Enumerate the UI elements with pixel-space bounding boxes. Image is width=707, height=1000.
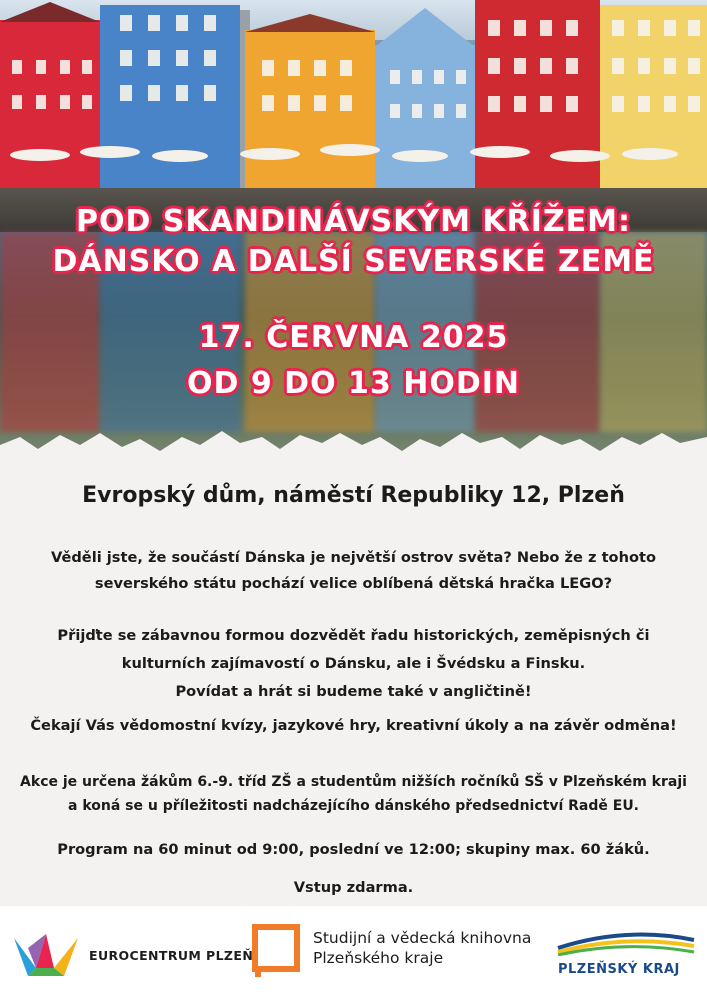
plzensky-kraj-logo-icon [556, 926, 696, 956]
library-label-line2: Plzeňského kraje [313, 949, 444, 967]
eurocentrum-logo-icon [14, 928, 78, 978]
paragraph-4-line1: Akce je určena žákům 6.-9. tříd ZŠ a studentům nižších ročníků SŠ v Plzeňském kraji [20, 774, 687, 790]
footer-logos [0, 906, 707, 1000]
event-title-line1: POD SKANDINÁVSKÝM KŘÍŽEM: [75, 204, 632, 239]
plzensky-kraj-label: PLZEŇSKÝ KRAJ [558, 962, 680, 977]
library-logo-icon [252, 924, 300, 980]
paragraph-1-line1: Věděli jste, že součástí Dánska je největší ostrov světa? Nebo že z tohoto [50, 549, 657, 566]
colorful-buildings [0, 0, 707, 200]
event-title-line2: DÁNSKO A DALŠÍ SEVERSKÉ ZEMĚ [52, 244, 655, 279]
paragraph-1-line2: severského státu pochází velice oblíbená dětská hračka LEGO? [94, 575, 613, 592]
event-date: 17. ČERVNA 2025 [198, 320, 509, 355]
venue-address: Evropský dům, náměstí Republiky 12, Plzeň [82, 483, 625, 508]
paragraph-4-line2: a koná se u příležitosti nadcházejícího dánského předsednictví Radě EU. [68, 798, 639, 814]
torn-paper-edge [0, 415, 707, 470]
paragraph-2-line1: Přijďte se zábavnou formou dozvědět řadu historických, zeměpisných či [57, 627, 650, 644]
library-label-line1: Studijní a vědecká knihovna [313, 929, 532, 947]
paragraph-5: Program na 60 minut od 9:00, poslední ve 12:00; skupiny max. 60 žáků. [57, 841, 650, 858]
paragraph-3: Čekají Vás vědomostní kvízy, jazykové hry, kreativní úkoly a na závěr odměna! [30, 717, 677, 734]
paragraph-6: Vstup zdarma. [293, 879, 414, 896]
paragraph-2-line3: Povídat a hrát si budeme také v angličtině! [175, 683, 532, 700]
paragraph-2-line2: kulturních zajímavostí o Dánsku, ale i Švédsku a Finsku. [121, 655, 586, 672]
eurocentrum-label: EUROCENTRUM PLZEŇ [89, 948, 254, 963]
event-time: OD 9 DO 13 HODIN [187, 366, 520, 401]
